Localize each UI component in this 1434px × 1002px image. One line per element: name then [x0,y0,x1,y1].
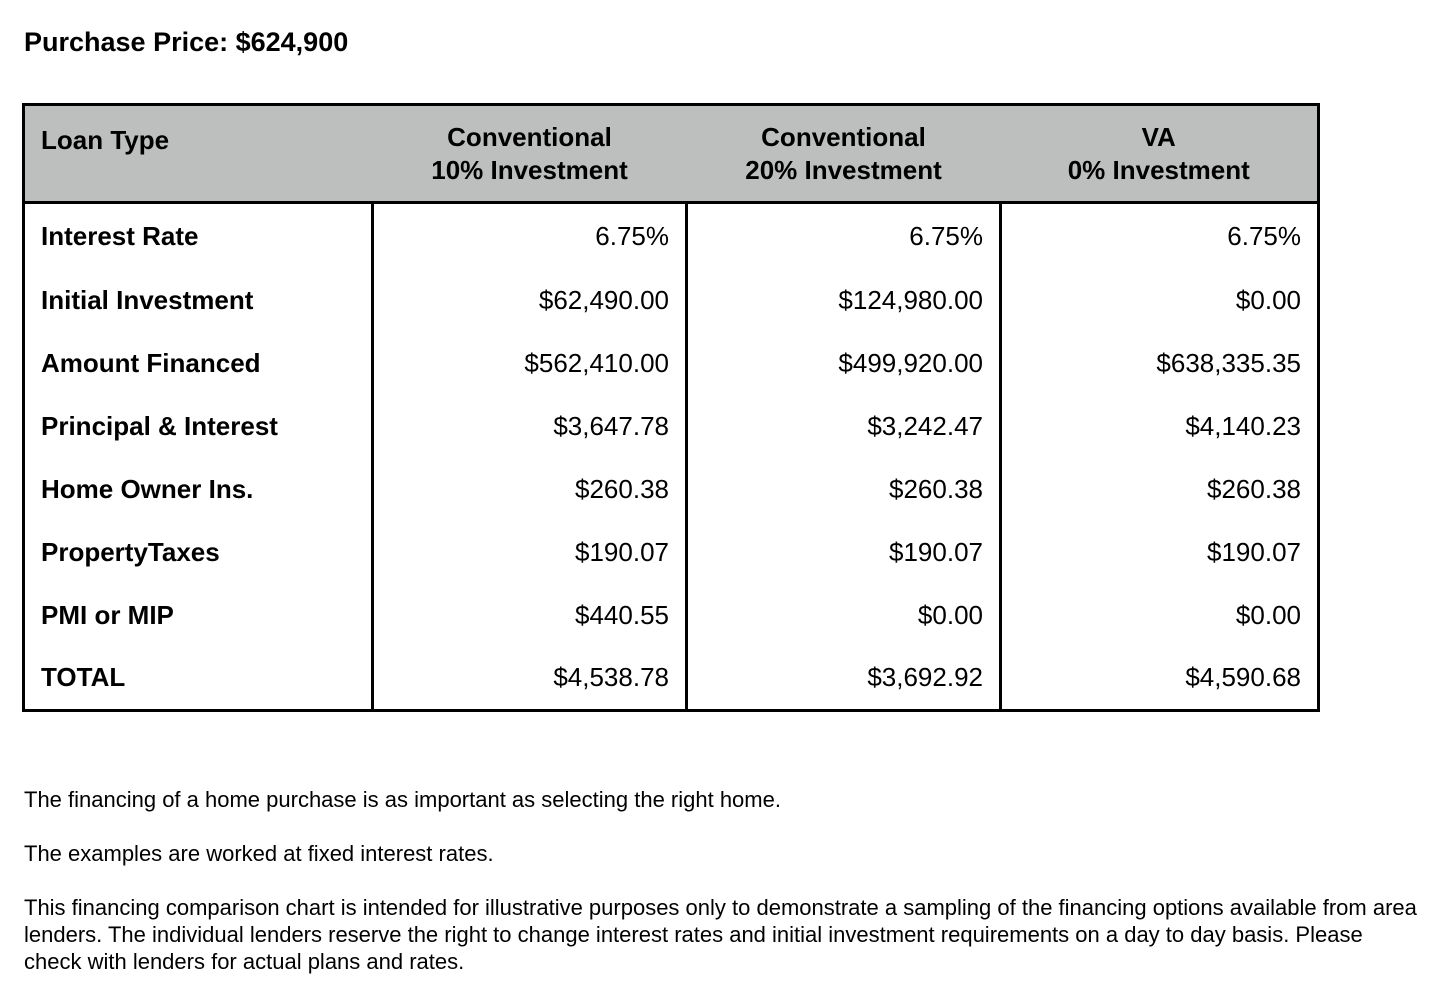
column-header-conventional-10 [373,105,687,203]
note-financing-importance: The financing of a home purchase is as important as selecting the right home. [24,787,781,812]
table-cell: $260.38 [373,458,687,521]
table-cell: 6.75% [1001,203,1319,269]
header-row [24,105,1319,203]
table-cell: $440.55 [373,584,687,647]
table-cell: $260.38 [687,458,1001,521]
table-row-interest-rate [24,203,1319,269]
table-row-pmi-mip [24,584,1319,647]
table-cell: $0.00 [1001,269,1319,332]
table-cell: $260.38 [1001,458,1319,521]
table-cell: $190.07 [687,521,1001,584]
note-illustrative-purposes: This financing comparison chart is intended for illustrative purposes only to demonstrate a sampling of the financing options available from area lenders. The individual lenders reserve the right to change interest rates and initial investment requirements on a day to day basis. Please check with lenders for actual plans and rates. [24,895,1417,974]
row-label: Principal & Interest [41,410,278,441]
table-row-home-owner-ins [24,458,1319,521]
column-header-conventional-20 [687,105,1001,203]
row-label: Home Owner Ins. [41,473,254,504]
table-cell: $638,335.35 [1001,332,1319,395]
loan-type-header: Loan Type [24,105,373,203]
table-cell: $4,538.78 [373,647,687,711]
table-body [24,203,1319,711]
table-header [24,105,1319,203]
table-cell: $190.07 [373,521,687,584]
row-label: Initial Investment [41,284,254,315]
row-label: PMI or MIP [41,599,174,630]
column-header-line1: Conventional [447,121,612,152]
row-label: Interest Rate [41,220,199,251]
table-cell: $4,590.68 [1001,647,1319,711]
table-row-property-taxes [24,521,1319,584]
table-cell: $4,140.23 [1001,395,1319,458]
table-cell: $562,410.00 [373,332,687,395]
table-row-initial-investment [24,269,1319,332]
table-cell: $3,647.78 [373,395,687,458]
table-cell: $3,692.92 [687,647,1001,711]
column-header-line1: Conventional [761,121,926,152]
table-cell: $124,980.00 [687,269,1001,332]
table-cell: $0.00 [687,584,1001,647]
table-cell: $499,920.00 [687,332,1001,395]
loan-comparison-table [22,103,1320,712]
table-cell: $3,242.47 [687,395,1001,458]
table-row-amount-financed [24,332,1319,395]
table-cell: 6.75% [687,203,1001,269]
table-cell: $0.00 [1001,584,1319,647]
table-row-total [24,647,1319,711]
column-header-line2: 0% Investment [1067,154,1250,185]
table-cell: $62,490.00 [373,269,687,332]
column-header-line2: 10% Investment [431,154,628,185]
note-fixed-rates: The examples are worked at fixed interest rates. [24,841,494,866]
disclaimer-notes [24,786,1419,1002]
column-header-line1: VA [1141,121,1176,152]
table-cell: $190.07 [1001,521,1319,584]
row-label: PropertyTaxes [41,536,220,567]
column-header-line2: 20% Investment [745,154,942,185]
column-header-va-0 [1001,105,1319,203]
row-label: Amount Financed [41,347,261,378]
table-row-principal-interest [24,395,1319,458]
row-label: TOTAL [41,662,126,693]
table-cell: 6.75% [373,203,687,269]
page-title: Purchase Price: $624,900 [24,27,349,57]
